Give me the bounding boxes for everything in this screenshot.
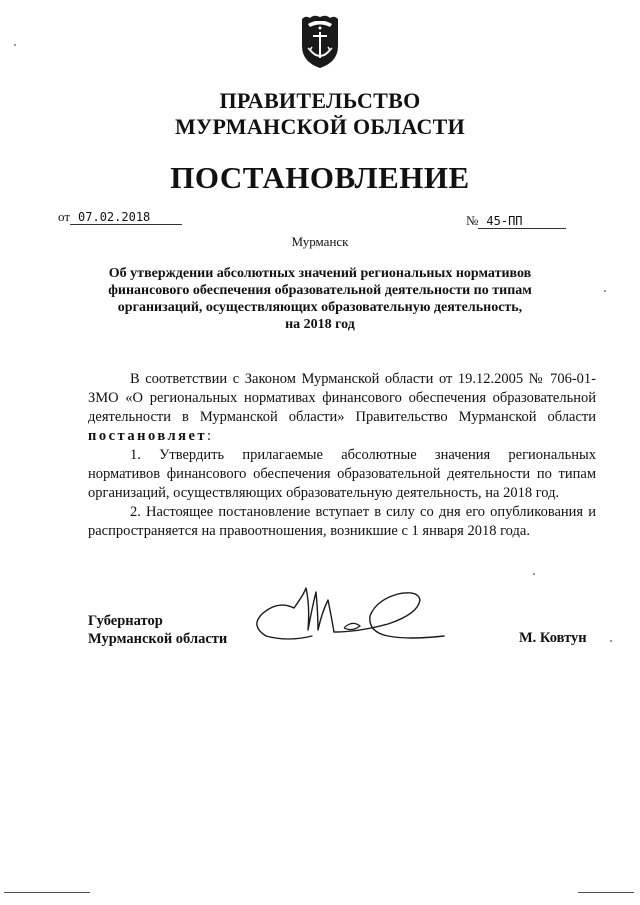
footer-rule-left — [4, 892, 90, 893]
intro-text: В соответствии с Законом Мурманской области от 19.12.2005 № 706-01-ЗМО «О региональных нормативах финансового обеспечения образовательной деятельности в Мурманской области» Правительство Мурманской области — [88, 371, 596, 425]
scan-speck — [604, 290, 606, 292]
title-line-4: на 2018 год — [285, 317, 355, 332]
number-prefix: № — [466, 213, 479, 228]
number-value: 45-ПП — [478, 214, 566, 229]
footer-rule-right — [578, 892, 634, 893]
document-city: Мурманск — [291, 234, 349, 249]
document-number — [466, 213, 566, 229]
scan-speck — [610, 640, 612, 642]
intro-paragraph — [88, 370, 596, 446]
document-date — [58, 209, 182, 225]
title-line-3: организаций, осуществляющих образовательную деятельность, — [117, 300, 523, 315]
decree-word: постановляет — [88, 428, 208, 444]
scan-speck — [533, 573, 535, 575]
item-1-paragraph: 1. Утвердить прилагаемые абсолютные значения региональных нормативов финансового обеспечения образовательной деятельности по типам организаций, осуществляющих образовательную деятельность, на 2018 год. — [88, 447, 596, 501]
title-line-2: финансового обеспечения образовательной деятельности по типам — [108, 283, 532, 298]
item-2-paragraph: 2. Настоящее постановление вступает в силу со дня его опубликования и распространяется на правоотношения, возникшие с 1 января 2018 года. — [88, 504, 596, 539]
scan-speck — [14, 44, 16, 46]
position-line-2: Мурманской области — [88, 631, 228, 647]
handwritten-signature — [248, 586, 448, 648]
date-prefix: от — [58, 209, 71, 224]
organization-name — [0, 88, 640, 140]
intro-end: : — [207, 428, 212, 444]
date-value: 07.02.2018 — [70, 210, 182, 225]
signatory-position — [88, 612, 227, 648]
title-line-1: Об утверждении абсолютных значений региональных нормативов — [108, 266, 532, 281]
coat-of-arms-emblem — [298, 14, 342, 70]
org-line-2: МУРМАНСКОЙ ОБЛАСТИ — [174, 114, 466, 139]
document-type-heading: ПОСТАНОВЛЕНИЕ — [170, 160, 470, 195]
org-line-1: ПРАВИТЕЛЬСТВО — [219, 88, 421, 113]
signatory-name: М. Ковтун — [519, 630, 587, 646]
document-title — [100, 265, 540, 333]
document-body — [88, 370, 596, 541]
position-line-1: Губернатор — [88, 613, 163, 629]
